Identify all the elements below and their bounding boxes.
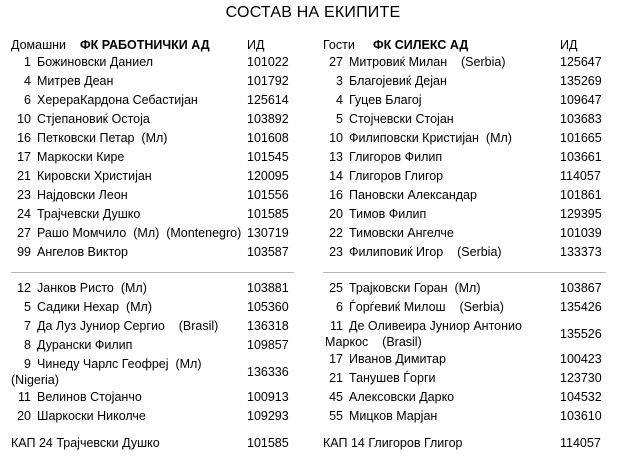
player-id: 101792 [247, 74, 289, 88]
player-id: 135426 [560, 300, 602, 314]
player-name: Ангелов Виктор [37, 245, 128, 259]
player-number: 11 [330, 319, 343, 333]
player-name: Гуцев Благој [349, 93, 422, 107]
player-name: Трајчевски Душко [37, 207, 141, 221]
player-number: 4 [24, 74, 31, 88]
player-name: Стјепановиќ Остоја [37, 112, 150, 126]
player-id: 103867 [560, 281, 602, 295]
player-number: 9 [24, 357, 31, 371]
player-id: 105360 [247, 300, 289, 314]
player-number: 55 [329, 409, 343, 423]
player-name: Иванов Димитар [349, 352, 446, 366]
player-id: 101545 [247, 150, 289, 164]
player-number: 13 [329, 150, 343, 164]
player-id: 136336 [247, 365, 289, 379]
player-number: 99 [17, 245, 31, 259]
player-name: Кировски Христијан [37, 169, 152, 183]
player-name: Митровиќ Милан (Serbia) [349, 55, 506, 69]
player-number: 8 [24, 338, 31, 352]
home-captain-row [11, 436, 301, 451]
player-name: Петковски Петар (Мл) [37, 131, 168, 145]
player-id: 109293 [247, 409, 289, 423]
player-id: 101608 [247, 131, 289, 145]
player-number: 16 [329, 188, 343, 202]
player-name-continued: (Nigeria) [11, 373, 59, 387]
away-section-divider [323, 272, 606, 273]
home-role-label: Домашни [11, 38, 67, 52]
player-name: Чинеду Чарлс Геофреј (Мл) [37, 357, 202, 371]
player-id: 114057 [560, 169, 601, 183]
captain-label: КАП [323, 436, 348, 450]
player-number: 1 [24, 55, 31, 69]
away-id-header: ИД [560, 38, 578, 52]
player-name: Дурански Филип [37, 338, 133, 352]
player-id: 135269 [560, 74, 602, 88]
player-number: 24 [17, 207, 31, 221]
player-name: Глигоров Филип [349, 150, 443, 164]
player-name: Пановски Александар [349, 188, 477, 202]
player-number: 17 [17, 150, 31, 164]
player-id: 125614 [247, 93, 289, 107]
player-name: Велинов Стојанчо [37, 390, 142, 404]
player-id: 103881 [247, 281, 289, 295]
player-name: Филиповиќ Игор (Serbia) [349, 245, 502, 259]
player-number: 21 [17, 169, 31, 183]
player-name: ХерераКардона Себастијан [37, 93, 198, 107]
away-captain-row [323, 436, 615, 451]
away-role-label: Гости [323, 38, 355, 52]
player-name: Мицков Марјан [349, 409, 438, 423]
player-id: 109857 [247, 338, 289, 352]
player-number: 23 [329, 245, 343, 259]
player-name: Филиповски Кристијан (Мл) [349, 131, 512, 145]
player-name: Стојчевски Стојан [349, 112, 454, 126]
player-number: 10 [329, 131, 343, 145]
captain-number: 14 [350, 436, 365, 450]
player-name: Митрев Деан [37, 74, 114, 88]
player-name: Благојевиќ Дејан [349, 74, 447, 88]
player-number: 17 [329, 352, 343, 366]
player-name: Шаркоски Николче [37, 409, 146, 423]
player-number: 4 [336, 93, 343, 107]
captain-id: 114057 [560, 436, 601, 450]
player-id: 123730 [560, 371, 602, 385]
player-number: 3 [336, 74, 343, 88]
captain-name: Глигоров Глигор [368, 436, 463, 450]
player-name: Танушев Ѓорги [349, 371, 436, 385]
player-id: 135526 [560, 327, 602, 341]
player-number: 45 [329, 390, 343, 404]
away-team-name: ФК СИЛЕКС АД [373, 38, 469, 52]
player-name: Де Оливеира Јуниор Антонио [349, 319, 522, 333]
home-team-header [11, 37, 301, 53]
player-id: 120095 [247, 169, 289, 183]
player-name: Маркоски Кире [37, 150, 125, 164]
player-number: 20 [17, 409, 31, 423]
player-id: 103587 [247, 245, 289, 259]
home-team-name: ФК РАБОТНИЧКИ АД [80, 38, 210, 52]
captain-id: 101585 [247, 436, 289, 450]
captain-label: КАП [11, 436, 36, 450]
player-name: Тимовски Ангелче [349, 226, 454, 240]
player-id: 100913 [247, 390, 289, 404]
player-number: 6 [24, 93, 31, 107]
player-number: 20 [329, 207, 343, 221]
player-name-continued: Маркос (Brasil) [325, 335, 422, 349]
player-id: 130719 [247, 226, 289, 240]
player-id: 103661 [560, 150, 602, 164]
player-number: 5 [336, 112, 343, 126]
player-name: Садики Нехар (Мл) [37, 300, 153, 314]
player-number: 16 [17, 131, 31, 145]
player-id: 101556 [247, 188, 289, 202]
player-name: Најдовски Леон [37, 188, 128, 202]
player-id: 133373 [560, 245, 602, 259]
player-name: Јанков Ристо (Мл) [37, 281, 147, 295]
player-number: 27 [329, 55, 343, 69]
player-id: 101665 [560, 131, 602, 145]
player-number: 6 [336, 300, 343, 314]
player-id: 104532 [560, 390, 602, 404]
home-id-header: ИД [247, 38, 265, 52]
player-name: Божиновски Даниел [37, 55, 154, 69]
player-number: 5 [24, 300, 31, 314]
player-id: 109647 [560, 93, 602, 107]
player-number: 12 [17, 281, 31, 295]
player-id: 129395 [560, 207, 602, 221]
player-id: 103892 [247, 112, 289, 126]
player-id: 103683 [560, 112, 602, 126]
player-id: 125647 [560, 55, 602, 69]
away-team-header [323, 37, 615, 53]
player-number: 25 [329, 281, 343, 295]
player-name: Рашо Момчило (Мл) (Montenegro) [37, 226, 242, 240]
player-number: 23 [17, 188, 31, 202]
player-id: 136318 [247, 319, 289, 333]
player-id: 101022 [247, 55, 289, 69]
player-number: 27 [17, 226, 31, 240]
player-id: 103610 [560, 409, 602, 423]
player-number: 10 [17, 112, 31, 126]
captain-number: 24 [38, 436, 53, 450]
player-number: 11 [18, 390, 31, 404]
home-section-divider [11, 272, 294, 273]
player-name: Трајковски Горан (Мл) [349, 281, 481, 295]
player-number: 22 [329, 226, 343, 240]
player-number: 14 [329, 169, 343, 183]
player-name: Ѓорѓевиќ Милош (Serbia) [349, 300, 504, 314]
player-id: 101585 [247, 207, 289, 221]
player-name: Тимов Филип [349, 207, 427, 221]
player-id: 100423 [560, 352, 602, 366]
player-name: Глигоров Глигор [349, 169, 444, 183]
page-title: СОСТАВ НА ЕКИПИТЕ [225, 4, 401, 21]
player-name: Алексовски Дарко [349, 390, 455, 404]
player-id: 101039 [560, 226, 602, 240]
player-number: 7 [24, 319, 31, 333]
player-name: Да Луз Јуниор Сергио (Brasil) [37, 319, 219, 333]
player-id: 101861 [560, 188, 602, 202]
player-number: 21 [329, 371, 343, 385]
captain-name: Трајчевски Душко [56, 436, 160, 450]
